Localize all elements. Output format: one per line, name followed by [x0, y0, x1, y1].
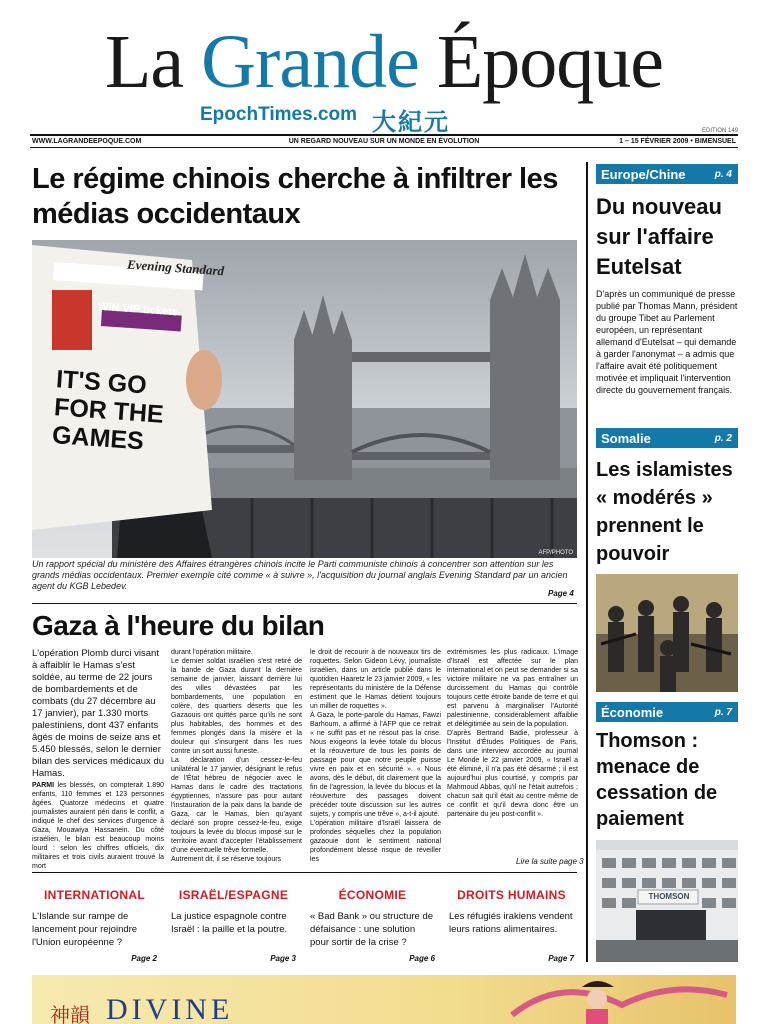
- thomson-headline[interactable]: Thomson : menace de cessation de paiement: [596, 730, 718, 830]
- newspaper-promo: WIN VIP tickets: [97, 300, 179, 319]
- divider: [32, 603, 577, 604]
- thomson-sign: THOMSON: [648, 892, 690, 901]
- lead-page-ref[interactable]: Page 4: [548, 589, 574, 598]
- gaza-lead: L'opération Plomb durci visant à affaiblir le Hamas s'est soldée, au terme de 22 jours de bombardements et de combats (du 27 décembre au 17 janvier), par 1.330 morts palestiniens, dont 437 enfants âgés de moins de seize ans et 5.450 blessés, selon le dernier bilan des services médicaux du Hamas.: [32, 648, 165, 779]
- newspaper-brand: Evening Standard: [126, 256, 225, 279]
- divider: [32, 872, 577, 873]
- banner-title: DIVINE: [106, 993, 234, 1024]
- lead-photo[interactable]: [32, 240, 577, 558]
- gaza-continue[interactable]: Lire la suite page 3: [516, 857, 584, 866]
- rubric-page: Page 2: [131, 954, 157, 963]
- eutelsat-summary: D'après un communiqué de presse publié par Thomas Mann, président du groupe Tibet au Parlement européen, un représentant allemand d'Eutelsat – qui demande à garder l'anonymat – a admis que l'affaire avait été politiquement motivée et impliquait l'intervention directe du gouvernement français.: [596, 289, 738, 395]
- lead-caption: Un rapport spécial du ministère des Affaires étrangères chinois incite le Parti communiste chinois à concentrer son attention sur les grands médias occidentaux. Premier exemple cité comme « à suivre », l'acquisition du journal anglais Evening Standard par un ancien agent du KGB Lebedev.: [32, 559, 568, 591]
- divine-performing-arts-banner[interactable]: [32, 975, 736, 1024]
- section-tab-economie[interactable]: Économie p. 7: [596, 702, 738, 722]
- rubric-heading: DROITS HUMAINS: [457, 888, 566, 902]
- dancer-illustration: [502, 975, 736, 1024]
- rubric-text: Les réfugiés irakiens vendent leurs rations alimentaires.: [449, 911, 573, 935]
- rubric-international[interactable]: [32, 888, 157, 963]
- rubric-heading: ISRAËL/ESPAGNE: [178, 888, 289, 902]
- rubric-economie[interactable]: [310, 888, 435, 963]
- rubric-droits-humains[interactable]: [449, 888, 574, 963]
- epochtimes-link[interactable]: EpochTimes.com: [200, 104, 357, 125]
- sidebar: [586, 162, 738, 962]
- rubric-page: Page 7: [548, 954, 574, 963]
- lead-headline[interactable]: Le régime chinois cherche à infiltrer les médias occidentaux: [32, 163, 558, 230]
- newspaper-headline: IT'S GO FOR THE GAMES: [51, 365, 165, 456]
- edition-number: EDITION 149: [701, 128, 738, 134]
- banner-chinese-logo: 神韻: [50, 1003, 90, 1024]
- section-tab-somalie[interactable]: Somalie p. 2: [596, 428, 738, 448]
- gaza-headline[interactable]: Gaza à l'heure du bilan: [32, 610, 325, 641]
- website-url[interactable]: WWW.LAGRANDEEPOQUE.COM: [32, 138, 142, 145]
- thomson-building-photo[interactable]: [596, 840, 738, 962]
- rubric-israel-espagne[interactable]: [171, 888, 296, 963]
- rubric-text: La justice espagnole contre Israël : la paille et la poutre.: [171, 911, 288, 935]
- rubric-text: L'Islande sur rampe de lancement pour rejoindre l'Union européenne ?: [32, 911, 138, 948]
- somalie-headline[interactable]: Les islamistes « modérés » prennent le pouvoir: [596, 459, 733, 565]
- eutelsat-headline[interactable]: Du nouveau sur l'affaire Eutelsat: [596, 194, 722, 279]
- gaza-column-3: le droit de recourir à de nouveaux tirs de roquettes. Selon Gideon Lévy, journaliste israélien, dans un article publié dans le quotidien Haaretz le 23 janvier 2009, « les représentants du ministère de la Défense estiment que le Hamas détient toujours un millier de roquettes ». À Gaza, le porte-parole du Hamas, Fawzi Barhoum, a affirmé à l'AFP que ce retrait « ne suffit pas et ne résout pas la crise. Nous exigeons la levée totale du blocus et la réouverture de tous les points de passage pour que notre peuple puisse vivre en paix et en sécurité ». « Nous avons, dès le début, dit clairement que la fin de l'agression, la levée du blocus et la réouverture des passages doivent précéder toute discussion sur les autres sujets, y compris une trêve », a-t-il ajouté. L'opération militaire d'Israël laissera de profondes séquelles chez la population gazaouie dont le sentiment national profondément blessé risque de réveiller les: [310, 649, 441, 863]
- rubric-text: « Bad Bank » ou structure de défaisance : une solution pour sortir de la crise ?: [310, 911, 434, 948]
- rubric-page: Page 6: [409, 954, 435, 963]
- rubric-heading: ÉCONOMIE: [338, 888, 407, 902]
- somalia-fighters-photo[interactable]: [596, 574, 738, 692]
- section-tab-europe-chine[interactable]: Europe/Chine p. 4: [596, 164, 738, 184]
- slogan: UN REGARD NOUVEAU SUR UN MONDE EN ÉVOLUTION: [288, 138, 480, 145]
- newspaper-title: La Grande Époque: [105, 20, 663, 104]
- masthead: [0, 14, 768, 136]
- gaza-paragraph: PARMI les blessés, on compterait 1.890 enfants, 110 femmes et 123 personnes âgées. Quatorze médecins et quatre journalistes auraient péri dans le conflit, a indiqué le chef des services d'urgence à Gaza, Mouawiya Hassanein. Du côté israélien, le bilan est beaucoup moins lourd : selon les chiffres officiels, dix militaires et trois civils auraient trouvé la mort: [32, 782, 164, 870]
- date-bar: [30, 134, 738, 148]
- rubric-page: Page 3: [270, 954, 296, 963]
- chinese-logo: 大紀元: [372, 108, 450, 136]
- gaza-column-2: durant l'opération militaire. Le dernier soldat israélien s'est retiré de la bande de Gaza durant la dernière semaine de janvier, laissant derrière lui des villes dévastées par les bombardements, une population en colère, des quartiers déserts que les Gazaouis ont quittés parce qu'ils ne sont plus habitables, des hommes et des femmes plongés dans la misère et la douleur qui s'insurgent dans les rues contre un sort aussi funeste. La déclaration d'un cessez-le-feu unilatéral le 17 janvier, désignant le refus de l'État hébreu de négocier avec le Hamas dans le cadre des tractations égyptiennes, n'assure pas pour autant l'instauration de la paix dans la bande de Gaza, car le Hamas, bien qu'ayant déclaré son propre cessez-le-feu, exige toujours la levée du blocus imposé sur le territoire avant d'accepter l'établissement d'une éventuelle trêve formelle. Autrement dit, il se réserve toujours: [171, 649, 302, 863]
- issue-date: 1 – 15 FÉVRIER 2009 • BIMENSUEL: [619, 138, 736, 145]
- rubric-heading: INTERNATIONAL: [43, 888, 145, 902]
- photo-credit: AFP/PHOTO: [538, 550, 573, 556]
- gaza-column-4: extrémismes les plus radicaux. L'image d'Israël est affectée sur le plan international et on peut se demander si sa victoire militaire ne va pas entraîner un durcissement du Hamas qui contrôle toujours cette étroite bande de terre et qui est parvenu à marginaliser l'Autorité palestinienne, considérablement affaiblie et délégitimée au sein de la population. D'après Bertrand Badie, professeur à l'Institut d'Études Politiques de Paris, dans une interview accordée au journal Le Monde le 22 janvier 2009, « Israël a été éliminé, il n'a pas été désarmé ; il est aujourd'hui plus courtisé, y compris par Mahmoud Abbas, qu'il ne l'était autrefois ; chacun sait qu'il était au centre même de ce conflit et qu'il devra donc être un partenaire du jeu post-conflit ».: [447, 649, 578, 818]
